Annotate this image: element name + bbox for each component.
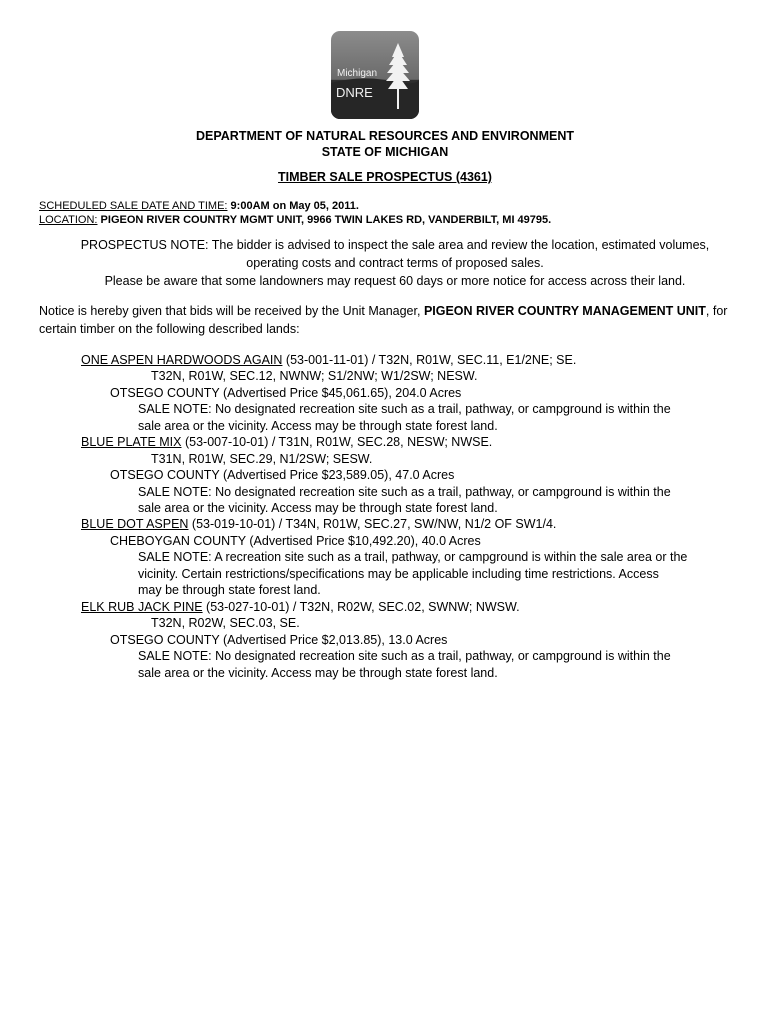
sale-county: OTSEGO COUNTY (Advertised Price $45,061.65), 204.0 Acres [110, 386, 462, 400]
sale-name: BLUE DOT ASPEN [81, 517, 189, 531]
sale-county: OTSEGO COUNTY (Advertised Price $2,013.85), 13.0 Acres [110, 633, 448, 647]
sale-note-line: sale area or the vicinity. Access may be through state forest land. [138, 666, 498, 680]
sale-heading [81, 599, 520, 615]
location-label: LOCATION: [39, 214, 98, 226]
logo-bottom-text: DNRE [336, 85, 373, 100]
sale-note-line: SALE NOTE: No designated recreation site such as a trail, pathway, or campground is within the [138, 649, 671, 663]
sale-note-line: vicinity. Certain restrictions/specifications may be applicable including time restrictions. Access [138, 567, 659, 581]
sale-note-line: may be through state forest land. [138, 583, 321, 597]
prospectus-note-line: PROSPECTUS NOTE: The bidder is advised to inspect the sale area and review the location, estimated volumes, [80, 238, 710, 252]
prospectus-note-line: operating costs and contract terms of proposed sales. [246, 256, 544, 270]
prospectus-note-line: Please be aware that some landowners may request 60 days or more notice for access across their land. [104, 274, 686, 288]
sale-county: OTSEGO COUNTY (Advertised Price $23,589.05), 47.0 Acres [110, 468, 455, 482]
location-line [39, 213, 551, 227]
department-heading: DEPARTMENT OF NATURAL RESOURCES AND ENVIRONMENT [195, 129, 574, 143]
sale-name: ONE ASPEN HARDWOODS AGAIN [81, 353, 283, 367]
sale-date-line [39, 199, 359, 213]
sale-description-cont: T32N, R02W, SEC.03, SE. [151, 616, 300, 630]
sale-heading [81, 516, 556, 532]
logo-top-text: Michigan [337, 68, 378, 79]
sale-date-value: 9:00AM on May 05, 2011. [230, 200, 359, 212]
notice-paragraph [39, 302, 729, 338]
sale-name: ELK RUB JACK PINE [81, 600, 203, 614]
sale-note-line: SALE NOTE: No designated recreation site such as a trail, pathway, or campground is within the [138, 485, 671, 499]
notice-suffix: , for certain timber on the following described lands: [39, 304, 728, 336]
sale-note-line: sale area or the vicinity. Access may be through state forest land. [138, 501, 498, 515]
dnre-logo [331, 31, 419, 119]
sale-description: (53-007-10-01) / T31N, R01W, SEC.28, NESW; NWSE. [181, 435, 493, 449]
sale-description: (53-027-10-01) / T32N, R02W, SEC.02, SWNW; NWSW. [202, 600, 520, 614]
sale-note-line: SALE NOTE: No designated recreation site such as a trail, pathway, or campground is within the [138, 402, 671, 416]
location-value: PIGEON RIVER COUNTRY MGMT UNIT, 9966 TWIN LAKES RD, VANDERBILT, MI 49795. [100, 214, 552, 226]
sale-description-cont: T31N, R01W, SEC.29, N1/2SW; SESW. [151, 452, 373, 466]
prospectus-title: TIMBER SALE PROSPECTUS (4361) [278, 170, 492, 184]
notice-prefix: Notice is hereby given that bids will be received by the Unit Manager, [39, 304, 424, 318]
sale-name: BLUE PLATE MIX [81, 435, 182, 449]
sale-heading [81, 352, 576, 368]
notice-unit: PIGEON RIVER COUNTRY MANAGEMENT UNIT [423, 304, 706, 318]
sale-description: (53-001-11-01) / T32N, R01W, SEC.11, E1/2NE; SE. [282, 353, 577, 367]
sale-note-line: SALE NOTE: A recreation site such as a trail, pathway, or campground is within the sale area or the [138, 550, 688, 564]
sale-heading [81, 434, 492, 450]
state-heading: STATE OF MICHIGAN [321, 145, 449, 159]
prospectus-note [39, 236, 751, 290]
sale-date-label: SCHEDULED SALE DATE AND TIME: [39, 200, 228, 212]
sale-description: (53-019-10-01) / T34N, R01W, SEC.27, SW/NW, N1/2 OF SW1/4. [188, 517, 557, 531]
sale-county: CHEBOYGAN COUNTY (Advertised Price $10,492.20), 40.0 Acres [110, 534, 481, 548]
sale-note-line: sale area or the vicinity. Access may be through state forest land. [138, 419, 498, 433]
sale-description-cont: T32N, R01W, SEC.12, NWNW; S1/2NW; W1/2SW; NESW. [151, 369, 478, 383]
